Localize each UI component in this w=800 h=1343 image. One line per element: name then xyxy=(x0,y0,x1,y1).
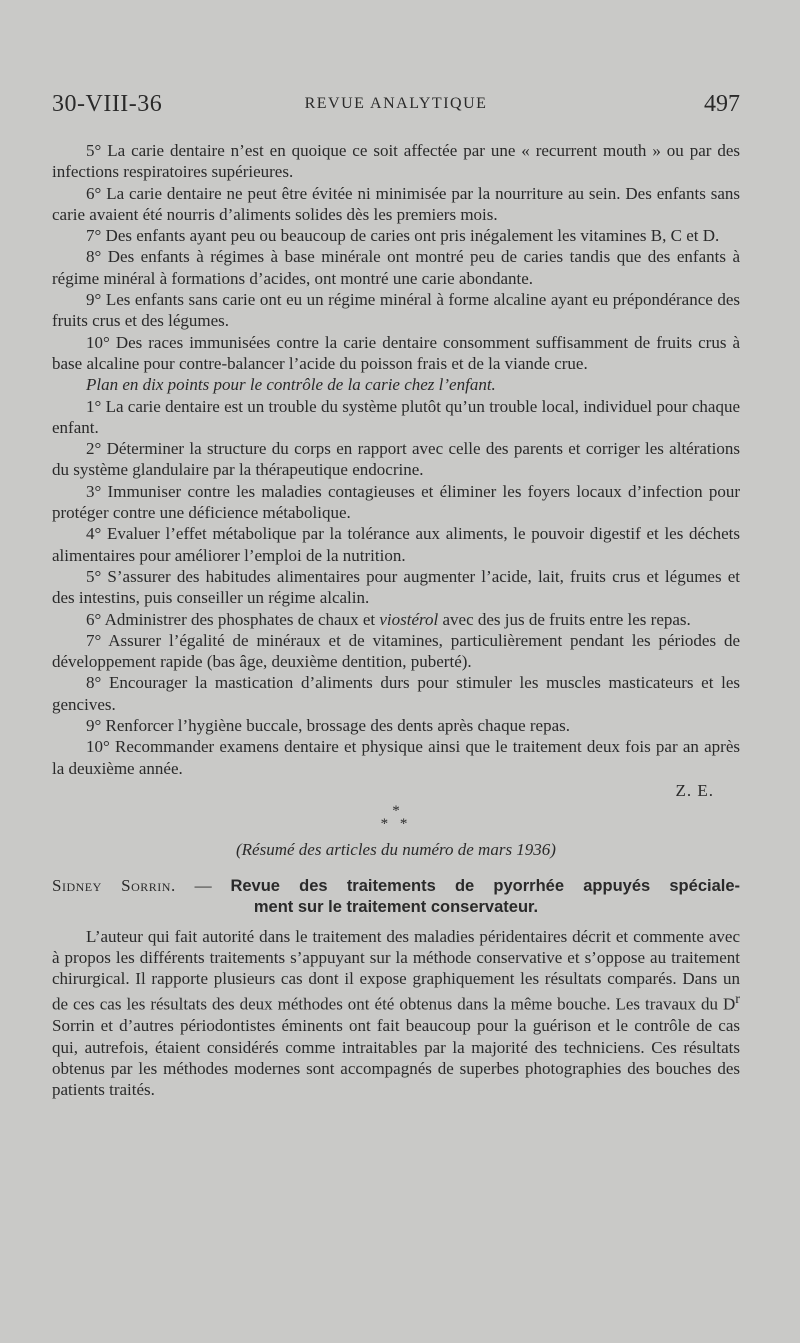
paragraph: 7° Des enfants ayant peu ou beaucoup de caries ont pris inégalement les vitamines B, C et D. xyxy=(86,226,720,246)
paragraph: 10° Des races immunisées contre la carie dentaire consomment suffisamment de fruits crus à base alcaline pour contre-balancer l’acide du poisson frais et de la viande crue. xyxy=(52,332,740,373)
article-summary-text-end: Sorrin et d’autres périodontistes éminents ont fait beaucoup pour la guérison et le contrôle de cas qui, autrefois, étaient considérés comme intraitables par la majorité des techniciens. Ces résultats obtenus par les méthodes modernes sont accompagnés de superbes photographies des bouches des patients traités. xyxy=(52,1016,740,1100)
paragraph: 9° Les enfants sans carie ont eu un régime minéral à forme alcaline ayant eu prépondérance des fruits crus et des légumes. xyxy=(52,290,740,331)
plan-point: 2° Déterminer la structure du corps en rapport avec celle des parents et corriger les altérations du système glandulaire par la thérapeutique endocrine. xyxy=(52,439,740,480)
plan-point: 7° Assurer l’égalité de minéraux et de vitamines, particulièrement pendant les périodes de développement rapide (bas âge, deuxième dentition, puberté). xyxy=(52,630,740,672)
separator-stars-bottom: * * xyxy=(380,816,412,833)
separator-star-top: * xyxy=(392,803,400,820)
paragraph: 5° La carie dentaire n’est en quoique ce soit affectée par une « recurrent mouth » ou par des infections respiratoires supérieures. xyxy=(52,141,740,182)
plan-point-6 xyxy=(52,609,740,630)
plan-point: 3° Immuniser contre les maladies contagieuses et éliminer les foyers locaux d’infection pour protéger contre une déficience métabolique. xyxy=(52,481,740,523)
article-heading-line1 xyxy=(52,875,740,897)
running-header xyxy=(52,91,740,121)
article-heading xyxy=(52,875,740,918)
author-signature: Z. E. xyxy=(675,780,714,800)
plan-point: 9° Renforcer l’hygiène buccale, brossage des dents après chaque repas. xyxy=(86,716,571,736)
page-body xyxy=(52,140,740,1101)
point6-text: 6° Administrer des phosphates de chaux et xyxy=(86,609,380,629)
point6-text-end: avec des jus de fruits entre les repas. xyxy=(438,609,691,629)
header-journal-title: REVUE ANALYTIQUE xyxy=(304,95,488,112)
article-title: Revue des traitements de pyorrhée appuyés spéciale- xyxy=(230,876,741,895)
plan-point: 8° Encourager la mastication d’aliments durs pour stimuler les muscles masticateurs et les gencives. xyxy=(52,673,740,714)
paragraph: 6° La carie dentaire ne peut être évitée ni minimisée par la nourriture au sein. Des enfants sans carie avaient été nourris d’aliments solides dès les premiers mois. xyxy=(52,183,740,224)
point6-italic-term: viostérol xyxy=(379,609,439,629)
article-summary-text: L’auteur qui fait autorité dans le traitement des maladies péridentaires décrit et commente avec à propos les différents traitements s’appuyant sur la méthode conservative et s’oppose au traitement chirurgical. Il rapporte plusieurs cas dont il expose graphiquement les résultats comparés. Dans un de ces cas les résultats des deux méthodes ont été obtenus dans la même bouche. Les travaux du D xyxy=(52,926,740,1015)
article-author: Sidney Sorrin. xyxy=(52,875,176,895)
section-separator xyxy=(52,805,740,831)
plan-point: 1° La carie dentaire est un trouble du système plutôt qu’un trouble local, individuel pour chaque enfant. xyxy=(52,396,740,437)
heading-dash: — xyxy=(175,875,231,895)
page-number: 497 xyxy=(704,91,740,117)
plan-heading: Plan en dix points pour le contrôle de la carie chez l’enfant. xyxy=(86,375,496,395)
article-summary xyxy=(52,926,740,1101)
paragraph: 8° Des enfants à régimes à base minérale ont montré peu de caries tandis que des enfants à régime minéral à formations d’acides, ont montré une carie abondante. xyxy=(52,247,740,288)
resume-heading: (Résumé des articles du numéro de mars 1936) xyxy=(236,840,556,860)
superscript-r: r xyxy=(735,991,740,1008)
plan-point: 5° S’assurer des habitudes alimentaires pour augmenter l’acide, lait, fruits crus et légumes et des intestins, puis conseiller un régime alcalin. xyxy=(52,566,740,608)
plan-point: 4° Evaluer l’effet métabolique par la tolérance aux aliments, le pouvoir digestif et les déchets alimentaires pour améliorer l’emploi de la nutrition. xyxy=(52,524,740,565)
header-date: 30-VIII-36 xyxy=(52,91,163,117)
article-title-continued: ment sur le traitement conservateur. xyxy=(253,897,539,916)
plan-point: 10° Recommander examens dentaire et physique ainsi que le traitement deux fois par an après la deuxième année. xyxy=(52,737,740,778)
